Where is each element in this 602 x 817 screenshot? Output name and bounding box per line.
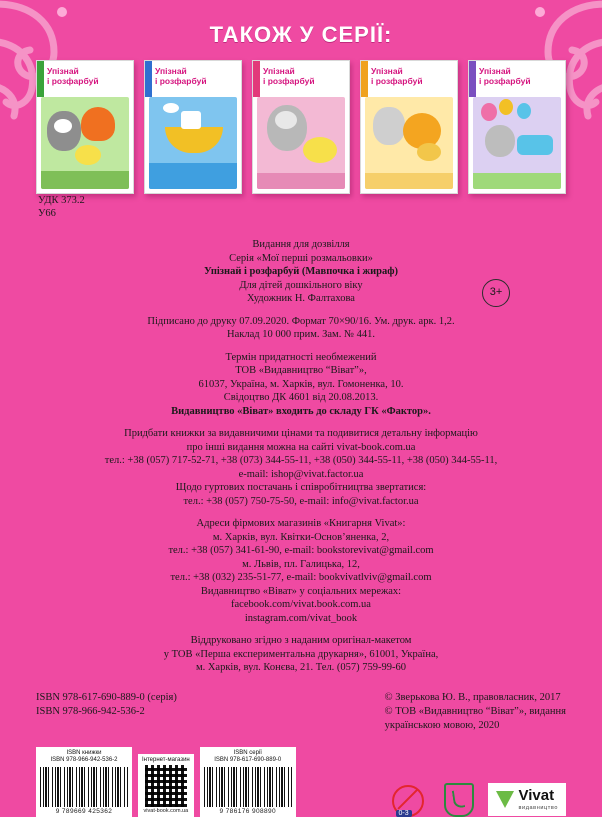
- artist-line: Художник Н. Фалтахова: [247, 293, 355, 304]
- book-cover-5[interactable]: [468, 60, 566, 194]
- qr-code-block[interactable]: [138, 754, 194, 817]
- cover-title-area: [37, 61, 133, 97]
- store-1: м. Харків, вул. Квітки-Основ’яненка, 2,: [212, 531, 390, 543]
- isbn-book: ISBN 978-966-942-536-2: [36, 705, 145, 717]
- age-badge: 3+: [482, 279, 510, 307]
- social-facebook: facebook.com/vivat.book.com.ua: [231, 599, 371, 610]
- cover-stripe: [145, 61, 152, 97]
- buy-info-4: e-mail: ishop@vivat.factor.ua: [238, 468, 364, 480]
- series-covers-row: [0, 60, 602, 194]
- book-title: Упізнай і розфарбуй (Мавпочка і жираф): [203, 266, 398, 277]
- cover-illustration: [41, 97, 129, 189]
- print-info-2: Наклад 10 000 прим. Зам. № 441.: [227, 329, 375, 340]
- cover-title-area: [361, 61, 457, 97]
- cover-stripe: [469, 61, 476, 97]
- barcode-book-label: ISBN книжки: [66, 749, 102, 756]
- copyright-block: [385, 691, 566, 733]
- copyright-line-2: © ТОВ «Видавництво “Віват”», видання: [384, 705, 566, 717]
- barcode-series-isbn: ISBN 978-617-690-889-0: [214, 757, 282, 763]
- udk-block: [0, 194, 602, 220]
- cover-title: Упізнай і розфарбуй: [263, 66, 315, 86]
- isbn-copyright-row: [0, 691, 602, 733]
- cover-title-area: [469, 61, 565, 97]
- store-4: тел.: +38 (032) 235-51-77, e-mail: bookvivatlviv@gmail.com: [170, 572, 432, 583]
- book-cover-2[interactable]: [144, 60, 242, 194]
- copyright-line-1: © Зверькова Ю. В., правовласник, 2017: [384, 691, 561, 703]
- cover-title-area: [145, 61, 241, 97]
- page-title: ТАКОЖ У СЕРІЇ:: [209, 22, 393, 47]
- wholesale-1: Щодо гуртових постачань і співробітництва звертатися:: [175, 482, 427, 493]
- printed-1: Віддруковано згідно з наданим оригінал-макетом: [190, 635, 412, 646]
- print-info-1: Підписано до друку 07.09.2020. Формат 70×90/16. Ум. друк. арк. 1,2.: [147, 315, 455, 327]
- store-3: м. Львів, пл. Галицька, 12,: [242, 558, 360, 570]
- publisher-2: 61037, Україна, м. Харків, вул. Гомоненка, 10.: [198, 378, 404, 390]
- stores-title: Адреси фірмових магазинів «Книгарня Vivat»:: [196, 518, 406, 529]
- series-name: Серія «Мої перші розмальовки»: [229, 252, 373, 264]
- cover-stripe: [253, 61, 260, 97]
- cover-title-area: [253, 61, 349, 97]
- barcode-book-digits: 9 789669 425362: [55, 807, 113, 815]
- barcode-series-digits: 9 786176 908890: [219, 807, 277, 815]
- copyright-line-3: українською мовою, 2020: [384, 719, 500, 731]
- barcode-series-label: ISBN серії: [233, 749, 262, 756]
- isbn-block: [36, 691, 177, 733]
- audience-line: [40, 279, 562, 298]
- publisher-3: Свідоцтво ДК 4601 від 20.08.2013.: [223, 392, 379, 403]
- udk-code: У66: [38, 208, 56, 219]
- qr-caption: vivat-book.com.ua: [143, 807, 189, 814]
- shelf-life: Термін придатності необмежений: [225, 351, 377, 363]
- barcode-book: [36, 747, 132, 817]
- barcodes-row: [0, 747, 602, 817]
- cover-title: Упізнай і розфарбуй: [371, 66, 423, 86]
- barcode-series: [200, 747, 296, 817]
- publisher-4: Видавництво «Віват» входить до складу ГК «Фактор».: [171, 405, 431, 417]
- book-cover-3[interactable]: [252, 60, 350, 194]
- publisher-1: ТОВ «Видавництво “Віват”»,: [235, 365, 367, 376]
- barcode-bars: [40, 767, 128, 807]
- book-cover-1[interactable]: [36, 60, 134, 194]
- buy-info-3: тел.: +38 (057) 717-52-71, +38 (073) 344-55-11, +38 (050) 344-55-11, +38 (050) 344-55-11,: [104, 455, 498, 466]
- store-2: тел.: +38 (057) 341-61-90, e-mail: bookstorevivat@gmail.com: [168, 545, 434, 556]
- udk-line: УДК 373.2: [38, 195, 85, 206]
- printed-3: м. Харків, вул. Конєва, 21. Тел. (057) 759-99-60: [195, 662, 407, 673]
- cover-title: Упізнай і розфарбуй: [47, 66, 99, 86]
- buy-info-2: про інші видання можна на сайті vivat-book.com.ua: [186, 441, 416, 453]
- qr-code-icon[interactable]: [145, 765, 187, 807]
- cover-illustration: [473, 97, 561, 189]
- qr-header: Інтернет-магазин: [142, 757, 190, 763]
- book-cover-4[interactable]: [360, 60, 458, 194]
- wholesale-2: тел.: +38 (057) 750-75-50, e-mail: info@vivat.factor.ua: [183, 495, 419, 507]
- isbn-series: ISBN 978-617-690-889-0 (серія): [36, 691, 177, 703]
- printed-2: у ТОВ «Перша експериментальна друкарня», 61001, Україна,: [163, 648, 439, 660]
- audience-text: Для дітей дошкільного віку: [239, 279, 363, 291]
- cover-illustration: [149, 97, 237, 189]
- cover-illustration: [365, 97, 453, 189]
- imprint-block: [0, 238, 602, 675]
- vivat-logo-sub: видавництво: [518, 804, 558, 811]
- edition-type: Видання для дозвілля: [252, 239, 350, 250]
- vivat-logo-name: Vivat: [518, 786, 555, 804]
- social-instagram: instagram.com/vivat_book: [244, 612, 358, 624]
- cover-illustration: [257, 97, 345, 189]
- buy-info-1: Придбати книжки за видавничими цінами та подивитися детальну інформацію: [124, 428, 478, 439]
- age-restriction-label: 0-3: [396, 810, 412, 817]
- cover-stripe: [361, 61, 368, 97]
- cover-stripe: [37, 61, 44, 97]
- cover-title: Упізнай і розфарбуй: [479, 66, 531, 86]
- cover-title: Упізнай і розфарбуй: [155, 66, 207, 86]
- social-title: Видавництво «Віват» у соціальних мережах:: [200, 585, 402, 597]
- barcode-book-isbn: ISBN 978-966-942-536-2: [50, 757, 118, 763]
- barcode-bars: [204, 767, 292, 807]
